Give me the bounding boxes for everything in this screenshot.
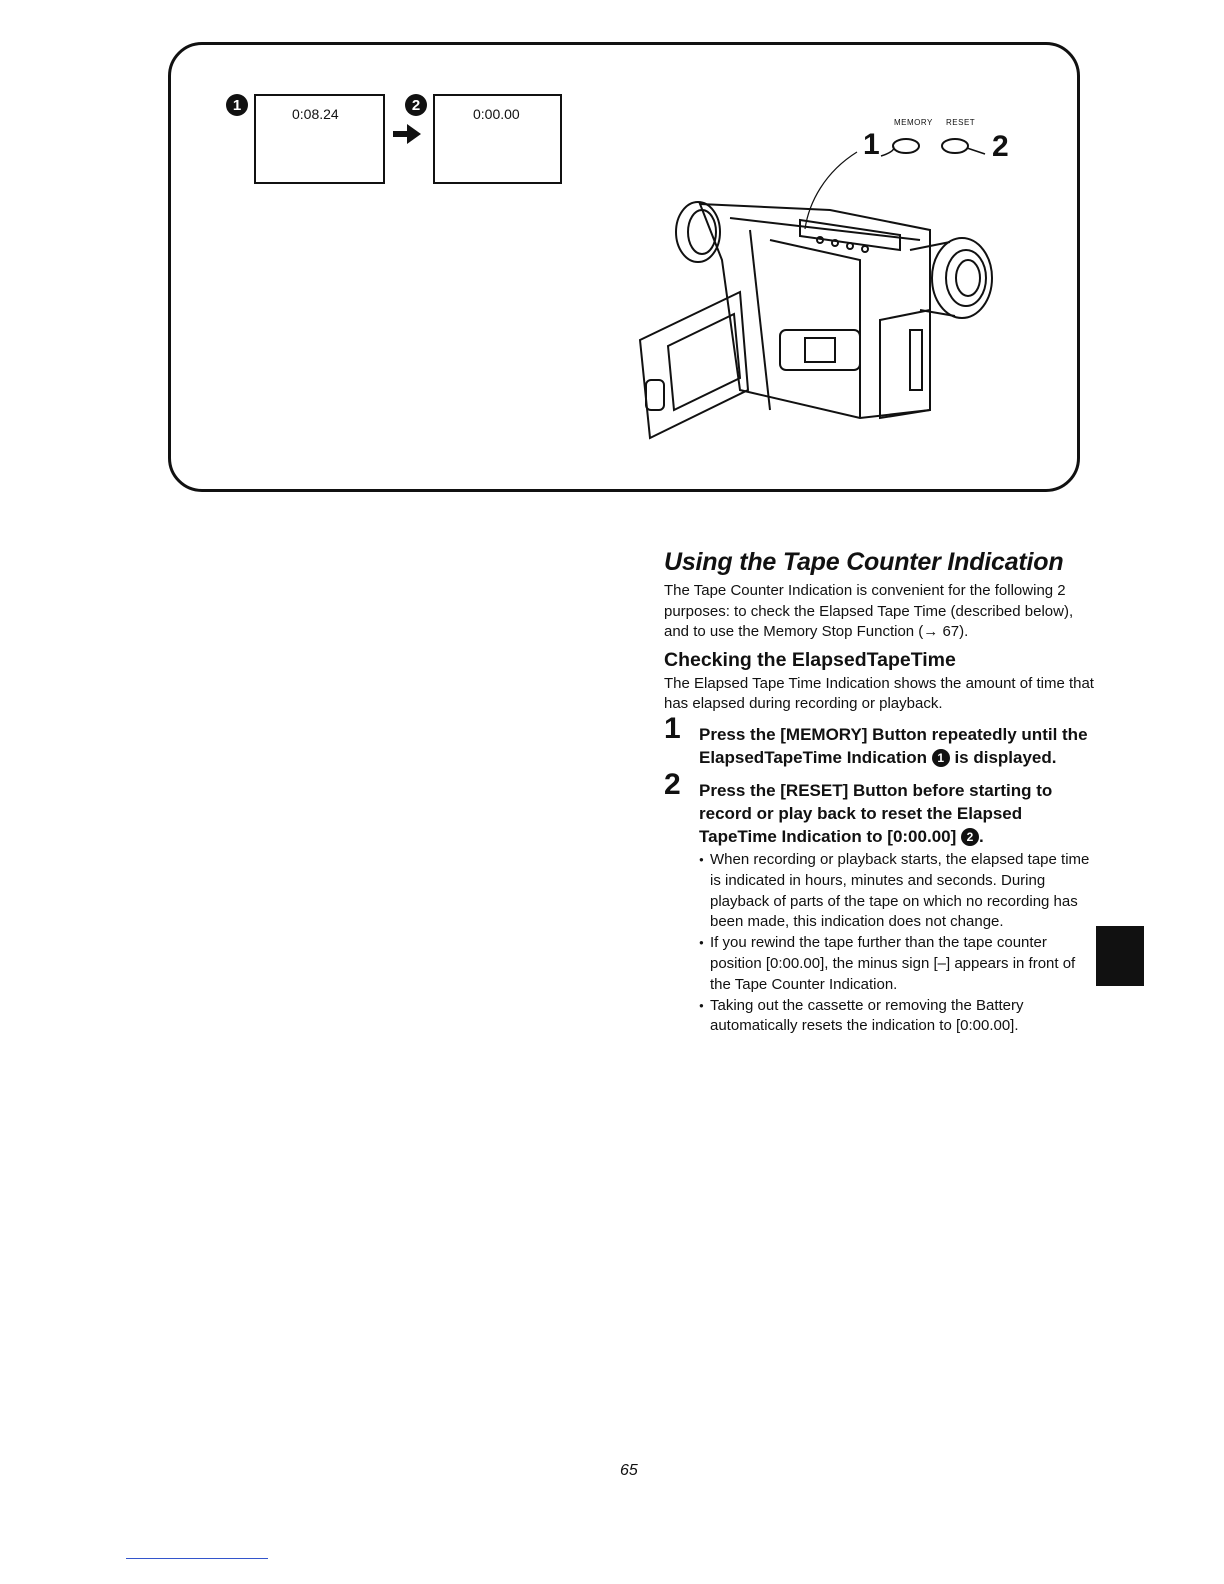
step-2-badge: 2 — [961, 828, 979, 846]
subsection-title: Checking the ElapsedTapeTime — [664, 648, 956, 671]
step-2-text-end: . — [979, 826, 984, 846]
step-2-text: Press the [RESET] Button before starting to record or play back to reset the Elapsed TapeTime Indication to [0:00.00] — [699, 780, 1053, 846]
memory-button-label: MEMORY — [894, 118, 933, 127]
note-item: ● When recording or playback starts, the elapsed tape time is indicated in hours, minutes and seconds. During playback of parts of the tape on which no recording has been made, this indication does not change. — [699, 850, 1094, 933]
note-item: ● Taking out the cassette or removing the Battery automatically resets the indication to [0:00.00]. — [699, 996, 1094, 1038]
tape-counter-section — [664, 548, 1094, 1037]
note-item: ● If you rewind the tape further than the tape counter position [0:00.00], the minus sign [–] appears in front of the Tape Counter Indication. — [699, 933, 1094, 995]
callout-2: 2 — [992, 130, 1009, 163]
marker-1: 1 — [226, 94, 248, 116]
step-1 — [664, 711, 1094, 769]
reset-button-label: RESET — [946, 118, 976, 127]
step-1-badge: 1 — [932, 749, 950, 767]
notes-list — [664, 850, 1094, 1037]
step-2 — [664, 767, 1094, 848]
counter-screen-2-value: 0:00.00 — [473, 106, 520, 122]
page-number: 65 — [620, 1462, 638, 1479]
counter-screen-1 — [254, 94, 385, 184]
step-1-number: 1 — [664, 711, 681, 745]
counter-screen-1-value: 0:08.24 — [292, 106, 339, 122]
arrow-right-icon — [393, 122, 423, 146]
footer-rule — [126, 1558, 268, 1559]
step-2-number: 2 — [664, 767, 681, 801]
step-1-text-end: is displayed. — [954, 747, 1057, 767]
section-title: Using the Tape Counter Indication — [664, 548, 1064, 576]
subsection-intro: The Elapsed Tape Time Indication shows the amount of time that has elapsed during recording or playback. — [664, 674, 1094, 713]
chapter-tab-marker — [1096, 926, 1144, 986]
marker-2: 2 — [405, 94, 427, 116]
counter-screen-2 — [433, 94, 562, 184]
callout-1: 1 — [863, 128, 880, 161]
section-intro: The Tape Counter Indication is convenient for the following 2 purposes: to check the Elapsed Tape Time (described below), and to use the Memory Stop Function (→ 67). — [664, 582, 1074, 641]
step-1-text: Press the [MEMORY] Button repeatedly until the ElapsedTapeTime Indication — [699, 724, 1088, 767]
camcorder-illustration — [630, 180, 1010, 440]
